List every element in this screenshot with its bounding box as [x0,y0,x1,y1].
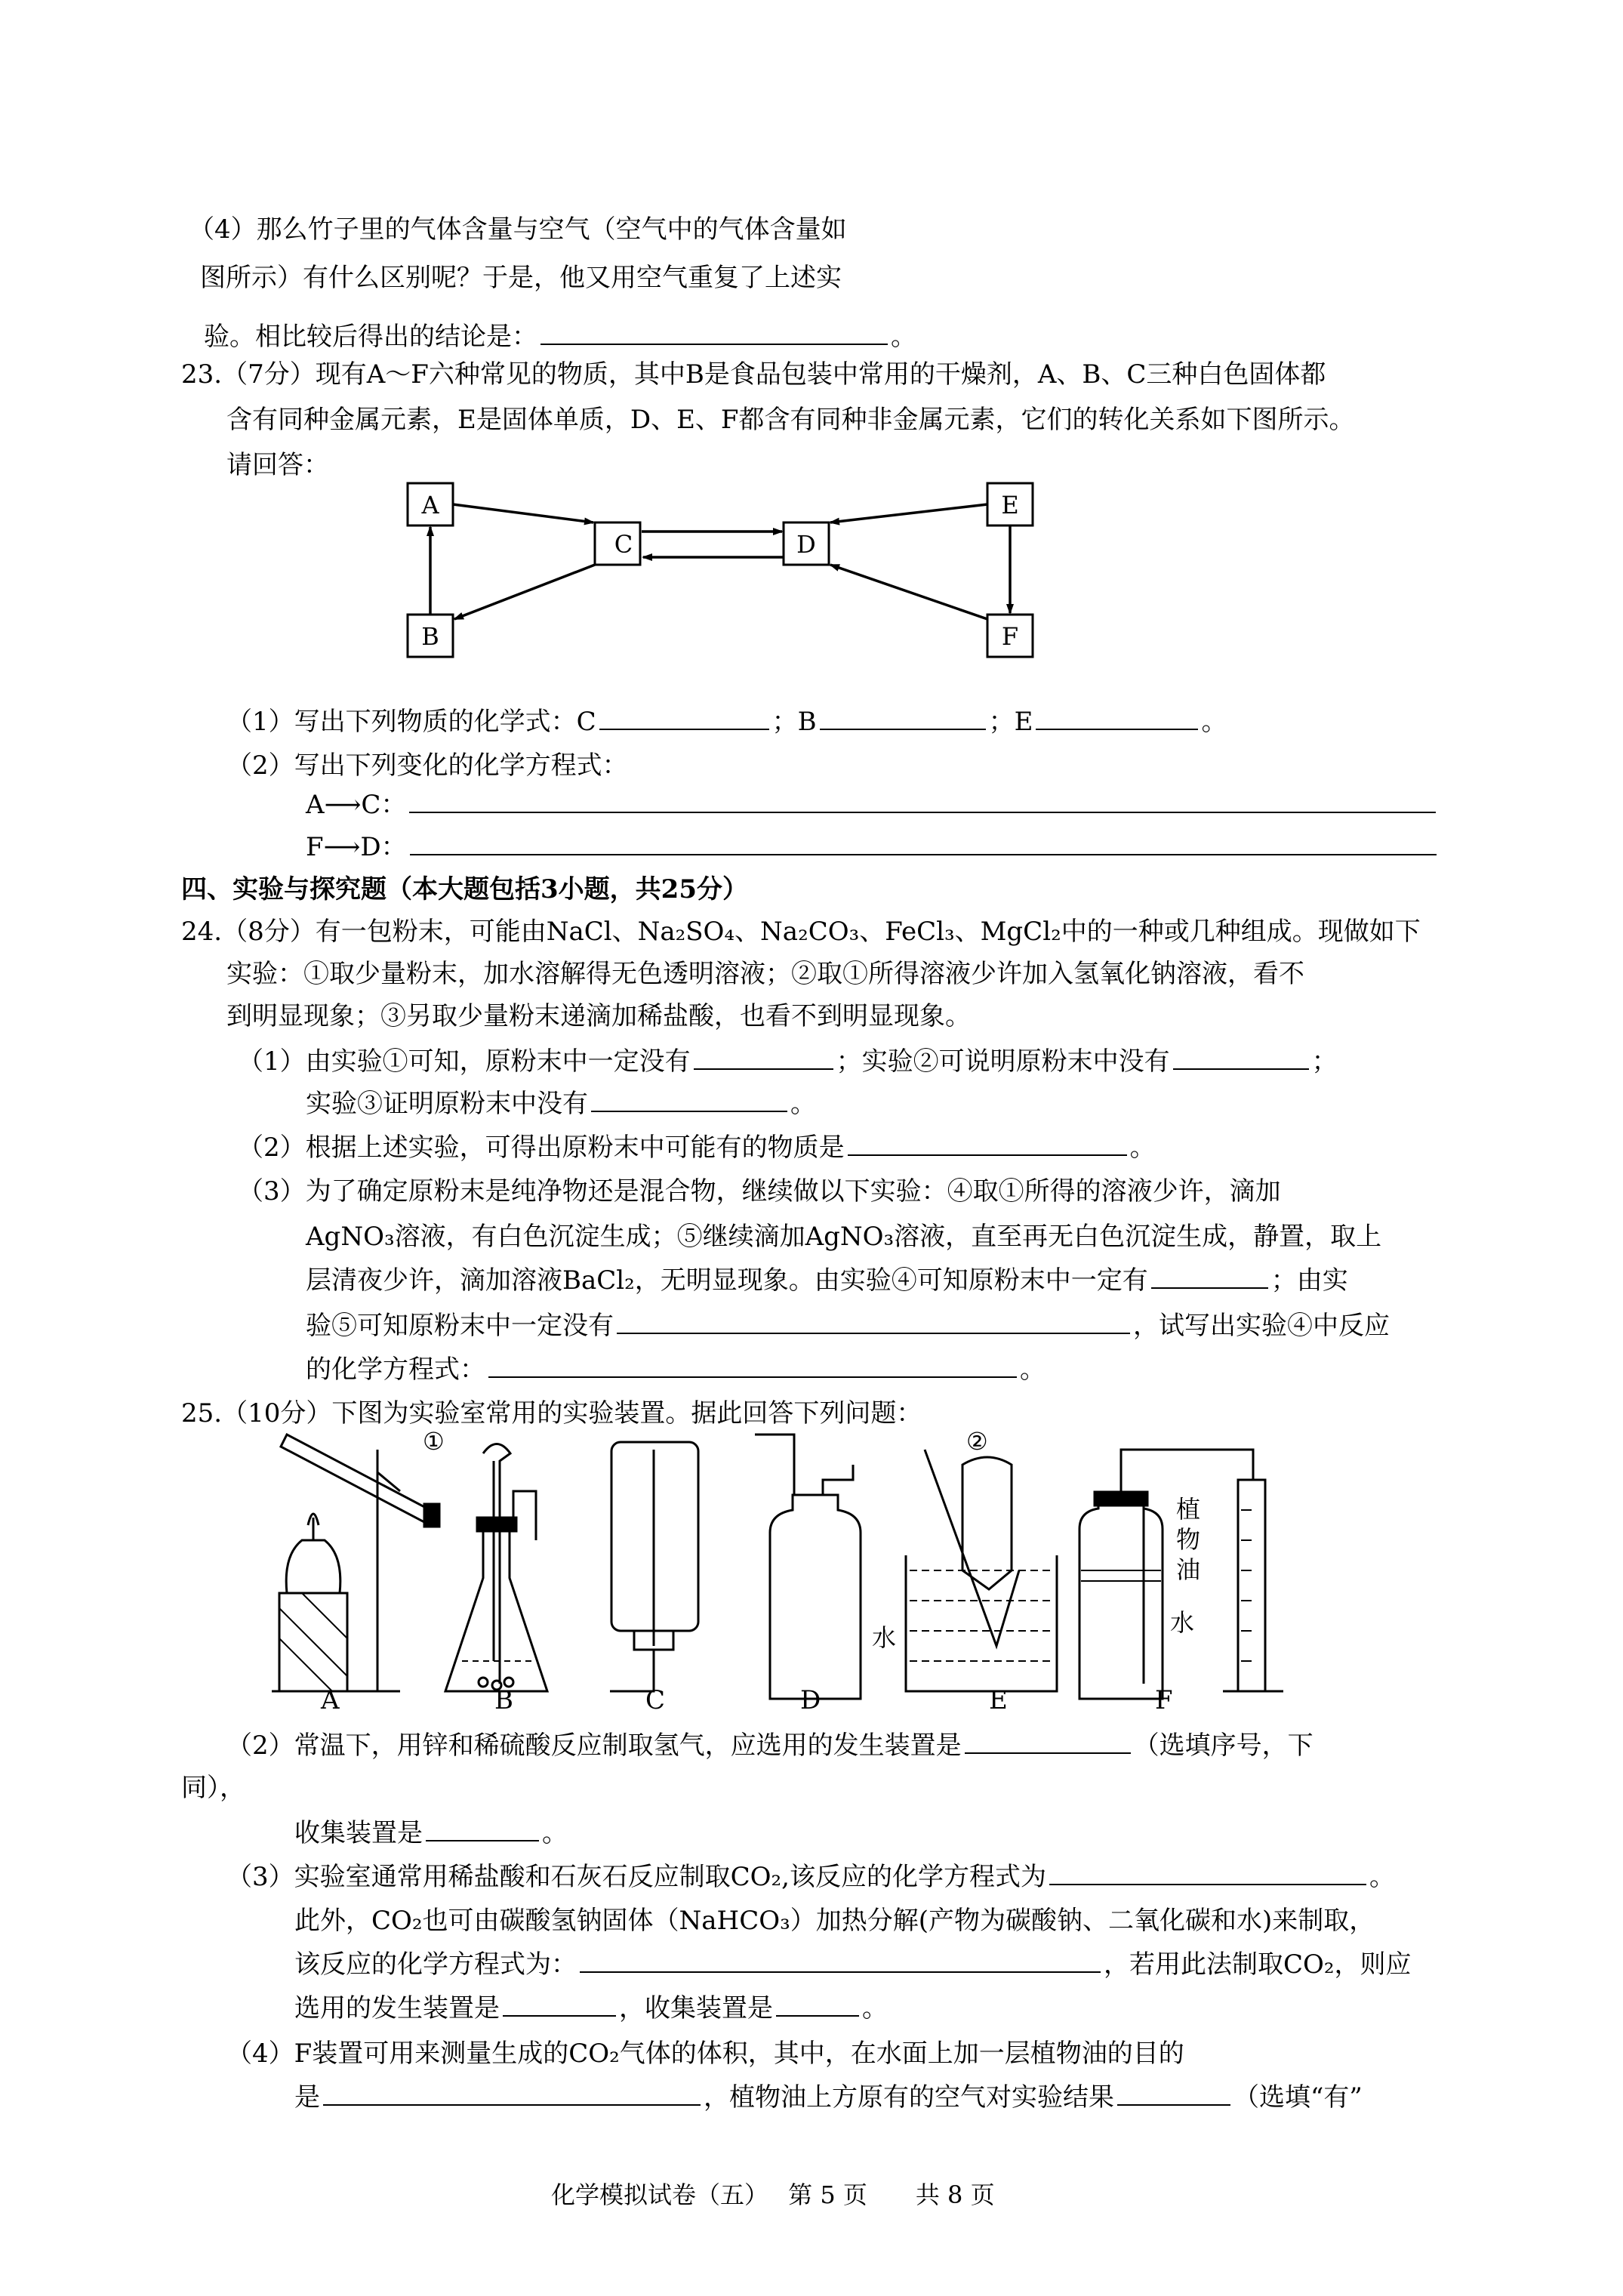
q24-text: ； [1311,1046,1338,1077]
box-D [784,522,829,565]
q24-text: 。 [790,1089,816,1119]
q23-text: F [306,832,324,862]
q23-text: ；E [988,707,1033,737]
section-4-heading: 四、实验与探究题（本大题包括3小题，共25分） [181,874,748,905]
apparatus-label-F: F [1155,1685,1173,1715]
q24-stem-line3: 到明显现象；③另取少量粉末递滴加稀盐酸，也看不到明显现象。 [226,1001,971,1031]
answer-blank[interactable] [323,2079,701,2106]
q25-text: 是 [294,2082,320,2113]
q25-q2-line2: 同）， [181,1773,245,1803]
q25-text: 。 [862,1993,888,2023]
q23-relation-diagram [393,468,1072,664]
box-C-label: C [614,530,633,559]
apparatus-D-gas-bottle [755,1435,861,1699]
water-label-F: 水 [1170,1608,1195,1637]
answer-blank[interactable] [1173,1043,1309,1070]
water-label-E: 水 [872,1623,897,1652]
arrow-F-to-D [830,565,987,619]
q22-p4-line1: （4）那么竹子里的气体含量与空气（空气中的气体含量如 [189,214,847,245]
q25-stem: 25.（10分）下图为实验室常用的实验装置。据此回答下列问题： [181,1398,922,1428]
q24-q3-line5 [306,1350,1046,1389]
equation-blank[interactable] [1049,1858,1366,1885]
q22-text: 验。相比较后得出的结论是： [204,322,537,352]
q25-text: ，收集装置是 [619,1993,773,2023]
answer-blank[interactable] [617,1307,1130,1334]
q23-stem-line2: 含有同种金属元素，E是固体单质，D、E、F都含有同种非金属元素，它们的转化关系如下图所示。 [226,405,1355,435]
q25-q3-line3 [294,1945,1412,1984]
arrow-C-to-B [454,565,595,619]
q24-text: 层清夜少许，滴加溶液BaCl₂，无明显现象。由实验④可知原粉末中一定有 [306,1265,1148,1296]
mark-1-label: ① [423,1427,445,1456]
answer-blank[interactable] [1151,1262,1268,1289]
page-footer: 化学模拟试卷（五） 第 5 页 共 8 页 [551,2180,995,2209]
q23-text: ；B [771,707,817,737]
q23-text: A [306,790,325,820]
apparatus-label-A: A [321,1685,340,1715]
oil-label-3: 油 [1176,1555,1201,1584]
q25-text: （2）常温下，用锌和稀硫酸反应制取氢气，应选用的发生装置是 [226,1730,962,1761]
q25-text: ，若用此法制取CO₂，则应 [1104,1949,1412,1980]
arrow-A-to-C [453,504,593,522]
box-B-label: B [421,622,439,651]
q24-text: （2）根据上述实验，可得出原粉末中可能有的物质是 [238,1133,845,1163]
q22-text: 。 [891,322,916,352]
q24-text: （1）由实验①可知，原粉末中一定没有 [238,1046,691,1077]
q24-stem-line1: 24.（8分）有一包粉末，可能由NaCl、Na₂SO₄、Na₂CO₃、FeCl₃、MgCl₂中的一种或几种组成。现做如下 [181,917,1421,947]
box-E [987,483,1033,525]
answer-blank[interactable] [426,1814,539,1841]
q22-p4-line3 [204,317,916,356]
answer-blank[interactable] [503,1989,616,2017]
apparatus-label-D: D [800,1685,821,1715]
equation-blank-2[interactable] [410,828,1437,855]
reaction-arrow-icon: ⟶ [324,790,362,820]
q24-text: 验⑤可知原粉末中一定没有 [306,1311,614,1341]
answer-blank[interactable] [965,1727,1131,1754]
equation-blank[interactable] [488,1351,1017,1378]
answer-blank-E[interactable] [1036,703,1198,730]
q23-eq1 [306,785,1439,824]
reaction-arrow-icon: ⟶ [323,832,361,862]
q23-q1 [226,702,1227,741]
q24-text: ；实验②可说明原粉末中没有 [836,1046,1170,1077]
apparatus-label-E: E [989,1685,1008,1715]
q25-text: （3）实验室通常用稀盐酸和石灰石反应制取CO₂,该反应的化学方程式为 [226,1862,1046,1892]
equation-blank-1[interactable] [409,786,1436,813]
box-F-label: F [1001,622,1019,651]
q25-text: 收集装置是 [294,1818,423,1848]
oil-label-1: 植 [1176,1495,1201,1524]
box-B [408,615,453,657]
box-F [987,615,1033,657]
q24-text: ，试写出实验④中反应 [1133,1311,1390,1341]
answer-blank[interactable] [540,318,888,345]
answer-blank[interactable] [1117,2079,1230,2106]
q23-stem-line1: 23.（7分）现有A～F六种常见的物质，其中B是食品包装中常用的干燥剂，A、B、C三种白色固体都 [181,359,1326,390]
q25-text: 选用的发生装置是 [294,1993,500,2023]
equation-blank[interactable] [580,1946,1101,1973]
apparatus-C-inverted-bottle [610,1442,698,1691]
q22-p4-line2: 图所示）有什么区别呢？于是，他又用空气重复了上述实 [200,263,842,293]
q23-q2: （2）写出下列变化的化学方程式： [226,750,628,781]
box-D-label: D [796,530,816,559]
mark-2-label: ② [966,1427,988,1456]
box-A [408,483,453,525]
apparatus-label-B: B [494,1685,513,1715]
q25-text: 该反应的化学方程式为： [294,1949,577,1980]
arrow-E-to-D [830,504,987,522]
answer-blank-C[interactable] [599,703,769,730]
answer-blank-B[interactable] [820,703,986,730]
q25-q2-line1 [226,1726,1313,1765]
apparatus-E-water-trough [906,1450,1057,1691]
q24-q3-line4 [306,1306,1390,1345]
apparatus-labels-row [0,1681,1623,1718]
q24-q1-line2 [306,1084,816,1123]
q24-text: 。 [1020,1354,1046,1385]
q23-text: （1）写出下列物质的化学式：C [226,707,596,737]
box-A-label: A [421,491,439,519]
q24-q2 [238,1128,1156,1167]
q25-q3-line1 [226,1857,1395,1897]
apparatus-label-C: C [645,1685,666,1715]
box-E-label: E [1001,491,1019,519]
oil-label-2: 物 [1176,1525,1201,1554]
q24-q1-line1 [238,1042,1338,1081]
q23-eq2 [306,827,1440,867]
q24-stem-line2: 实验：①取少量粉末，加水溶解得无色透明溶液；②取①所得溶液少许加入氢氧化钠溶液，看不 [226,959,1304,989]
q24-text: 。 [1129,1133,1156,1163]
q24-text: 实验③证明原粉末中没有 [306,1089,588,1119]
q25-text: ，植物油上方原有的空气对实验结果 [704,2082,1114,2113]
q23-text: 。 [1201,707,1227,737]
q25-q3-line2: 此外，CO₂也可由碳酸氢钠固体（NaHCO₃）加热分解(产物为碳酸钠、二氧化碳和水)来制取， [294,1906,1375,1936]
q25-text: 。 [542,1818,568,1848]
apparatus-A-heating [272,1435,439,1691]
q24-q3-line3 [306,1261,1348,1300]
answer-blank[interactable] [848,1129,1127,1156]
q23-text: D： [360,832,407,862]
box-C [595,522,640,565]
q25-text: （选填序号，下 [1133,1730,1313,1761]
answer-blank[interactable] [694,1043,833,1070]
q25-text: （选填“有” [1233,2082,1363,2113]
answer-blank[interactable] [591,1085,787,1112]
q24-q3-line2: AgNO₃溶液，有白色沉淀生成；⑤继续滴加AgNO₃溶液，直至再无白色沉淀生成，静置，取上 [306,1222,1382,1252]
q24-text: ；由实 [1270,1265,1348,1296]
q24-text: 的化学方程式： [306,1354,485,1385]
q25-q3-line4 [294,1989,888,2028]
apparatus-B-conical-flask [445,1444,547,1692]
q25-q2-line3 [294,1814,568,1853]
q25-text: 。 [1369,1862,1395,1892]
answer-blank[interactable] [776,1989,859,2017]
q25-apparatus-figure [257,1419,1329,1706]
q25-q4-line2 [294,2078,1363,2117]
q23-text: C： [361,790,407,820]
q23-stem-line3: 请回答： [226,450,329,480]
q24-q3-line1: （3）为了确定原粉末是纯净物还是混合物，继续做以下实验：④取①所得的溶液少许，滴加 [238,1176,1281,1207]
q25-q4-line1: （4）F装置可用来测量生成的CO₂气体的体积，其中，在水面上加一层植物油的目的 [226,2039,1184,2069]
